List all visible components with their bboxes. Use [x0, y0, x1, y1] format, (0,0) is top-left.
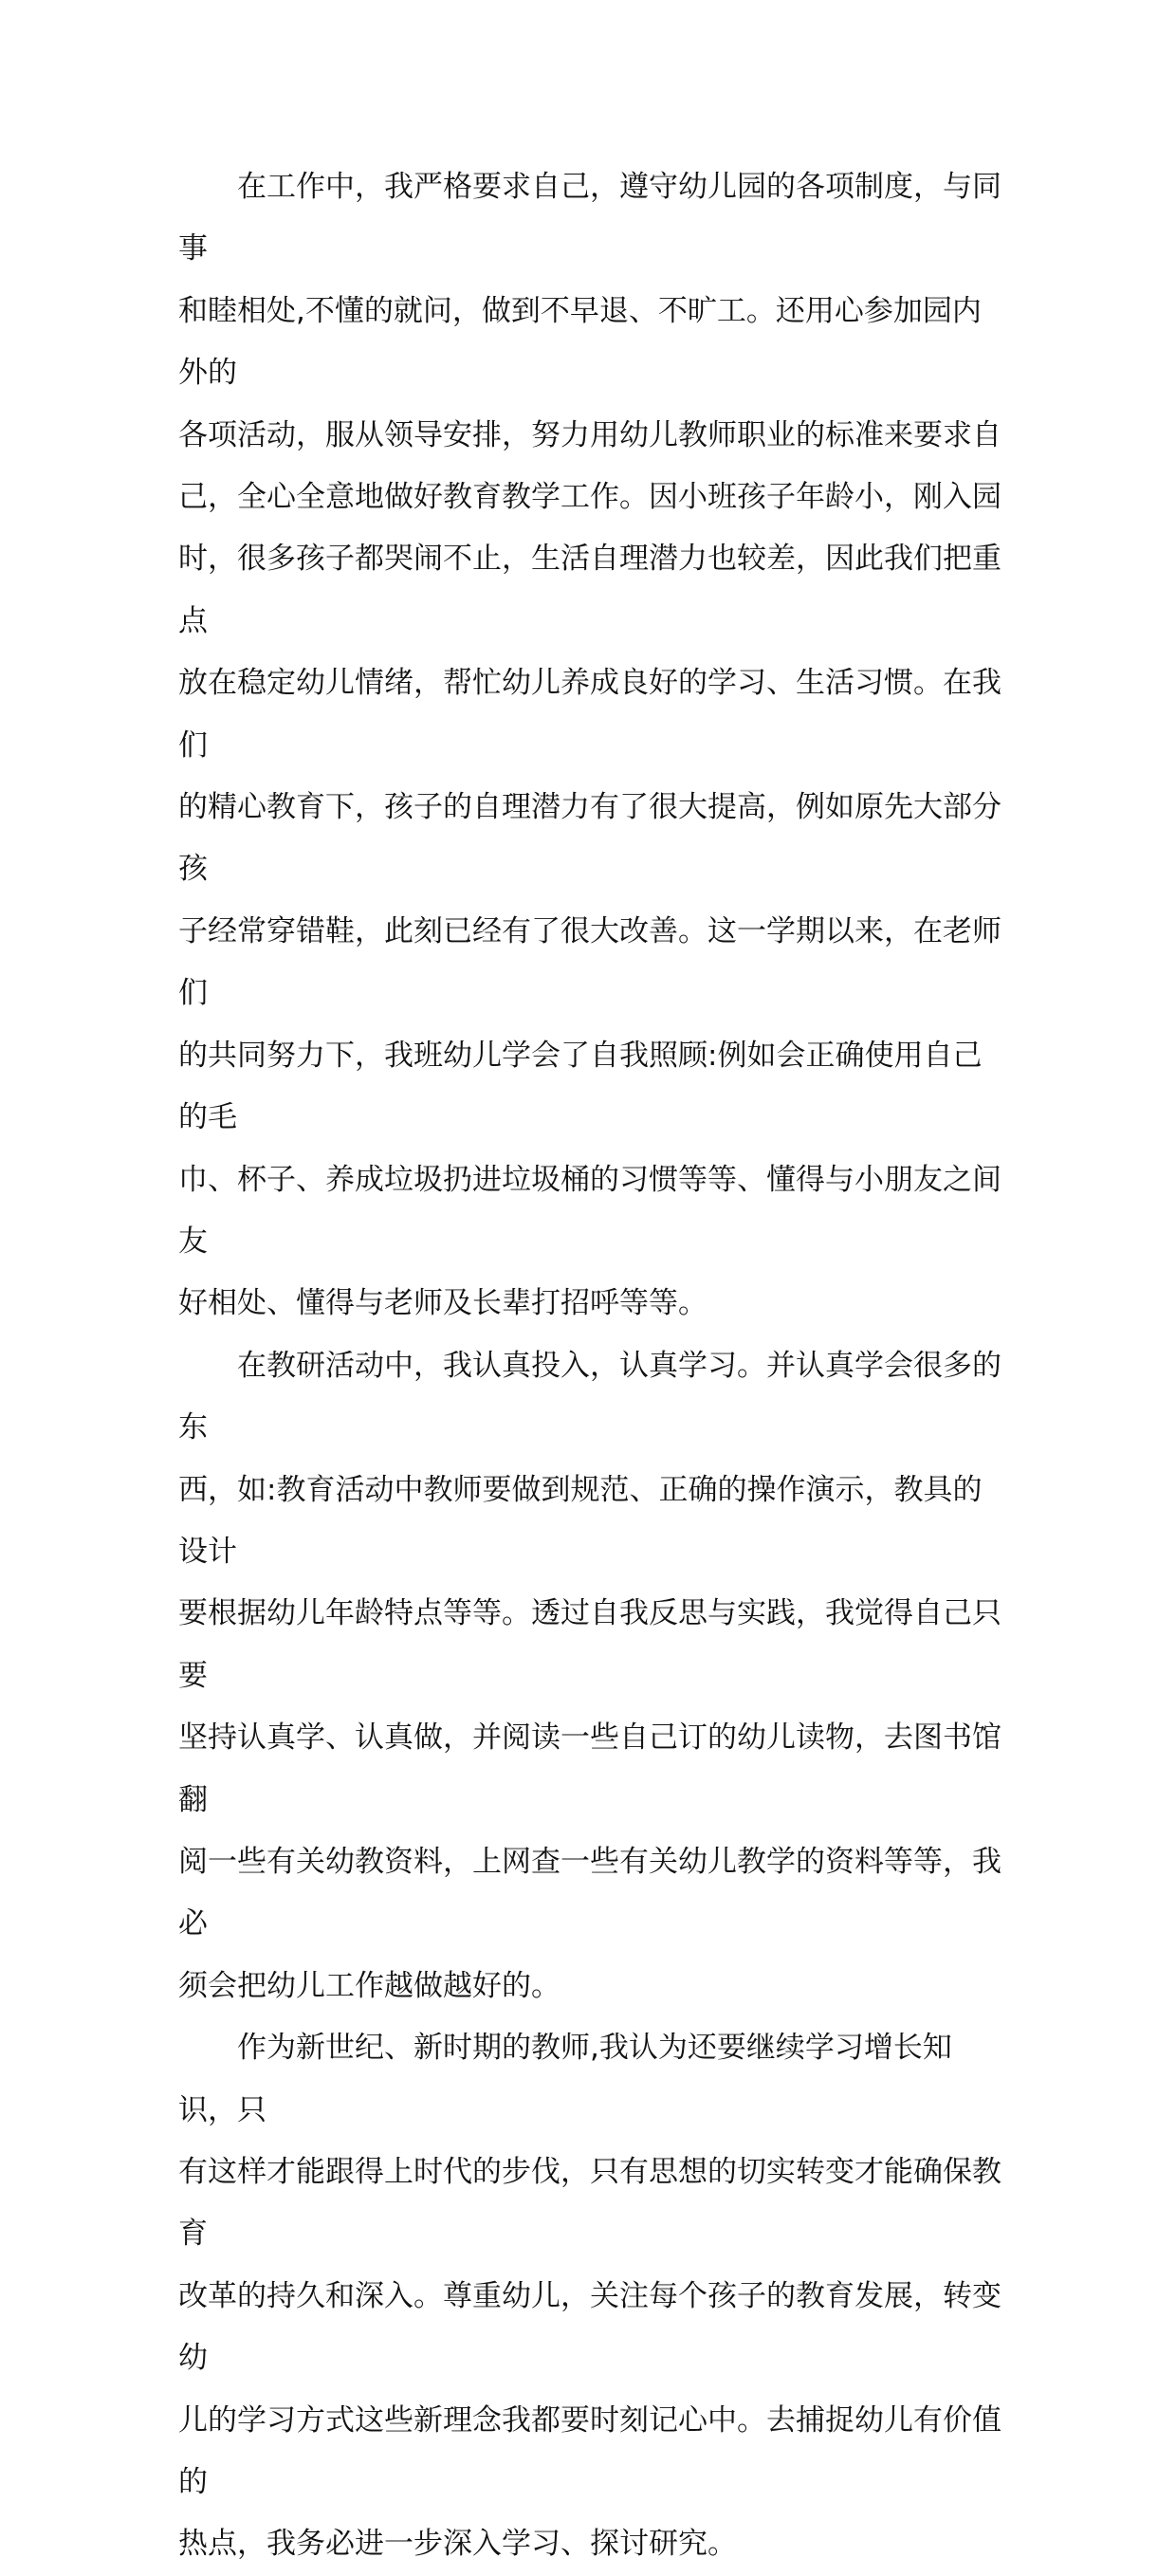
paragraph-teaching-research: 在教研活动中，我认真投入，认真学习。并认真学会很多的东 西，如:教育活动中教师要做到规范、正确的操作演示，教具的设计 要根据幼儿年龄特点等等。透过自我反思与实践，我觉得自己只要 坚持认真学、认真做，并阅读一些自己订的幼儿读物，去图书馆翻 阅一些有关幼教资料，上网查一些有关幼儿教学的资料等等，我必 须会把幼儿工作越做越好的。 [178, 1348, 1001, 2003]
document-body [178, 156, 1001, 2576]
paragraph-work-conduct: 在工作中，我严格要求自己，遵守幼儿园的各项制度，与同事 和睦相处,不懂的就问，做到不早退、不旷工。还用心参加园内外的 各项活动，服从领导安排，努力用幼儿教师职业的标准来要求自 己，全心全意地做好教育教学工作。因小班孩子年龄小，刚入园 时，很多孩子都哭闹不止，生活自理潜力也较差，因此我们把重点 放在稳定幼儿情绪，帮忙幼儿养成良好的学习、生活习惯。在我们 的精心教育下，孩子的自理潜力有了很大提高，例如原先大部分孩 子经常穿错鞋，此刻已经有了很大改善。这一学期以来，在老师们 的共同努力下，我班幼儿学会了自我照顾:例如会正确使用自己的毛 巾、杯子、养成垃圾扔进垃圾桶的习惯等等、懂得与小朋友之间友 好相处、懂得与老师及长辈打招呼等等。 [178, 170, 1001, 1321]
paragraph-continued-learning: 作为新世纪、新时期的教师,我认为还要继续学习增长知识，只 有这样才能跟得上时代的步伐，只有思想的切实转变才能确保教育 改革的持久和深入。尊重幼儿，关注每个孩子的教育发展，转变幼 儿的学习方式这些新理念我都要时刻记心中。去捕捉幼儿有价值的 热点，我务必进一步深入学习、探讨研究。 [178, 2031, 1001, 2562]
